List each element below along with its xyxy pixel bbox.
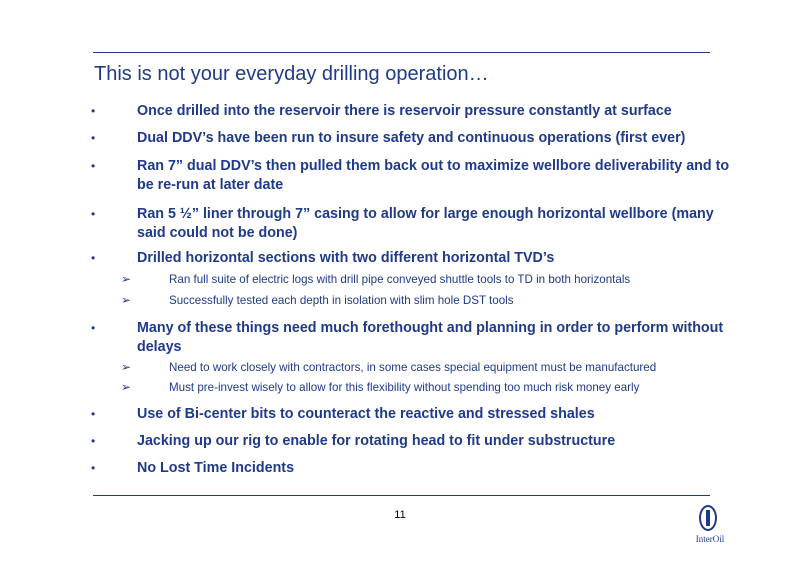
arrow-bullet-icon: ➢ (121, 272, 132, 286)
bullet-text: Dual DDV’s have been run to insure safety and continuous operations (first ever) (137, 130, 686, 146)
bullet-dot-icon: • (91, 321, 96, 335)
bullet-text: Drilled horizontal sections with two different horizontal TVD’s (137, 250, 555, 266)
bullet-text: Ran 7” dual DDV’s then pulled them back out to maximize wellbore deliverability and to be re-run at later date (137, 158, 730, 193)
bullet-dot-icon: • (91, 159, 96, 173)
logo-wordmark: InterOil (695, 534, 725, 544)
bullet-dot-icon: • (91, 434, 96, 448)
bullet-text: Use of Bi-center bits to counteract the reactive and stressed shales (137, 406, 595, 422)
bullet-dot-icon: • (91, 461, 96, 475)
bullet-dot-icon: • (91, 104, 96, 118)
slide-title: This is not your everyday drilling operation… (94, 63, 489, 85)
bullet-dot-icon: • (91, 131, 96, 145)
bullet-dot-icon: • (91, 407, 96, 421)
logo-bar-icon (706, 510, 710, 526)
bullet-dot-icon: • (91, 251, 96, 265)
sub-bullet-text: Must pre-invest wisely to allow for this flexibility without spending too much risk money early (169, 381, 640, 394)
bullet-text: Jacking up our rig to enable for rotating head to fit under substructure (137, 433, 616, 449)
sub-bullet-text: Ran full suite of electric logs with drill pipe conveyed shuttle tools to TD in both horizontals (169, 273, 631, 286)
arrow-bullet-icon: ➢ (121, 380, 132, 394)
bullet-text: Once drilled into the reservoir there is reservoir pressure constantly at surface (137, 103, 672, 119)
bottom-divider (93, 495, 710, 496)
sub-bullet-text: Need to work closely with contractors, in some cases special equipment must be manufactured (169, 361, 657, 374)
arrow-bullet-icon: ➢ (121, 293, 132, 307)
bullet-text: No Lost Time Incidents (137, 460, 295, 476)
arrow-bullet-icon: ➢ (121, 360, 132, 374)
bullet-text: Ran 5 ½” liner through 7” casing to allow for large enough horizontal wellbore (many said could not be done) (137, 206, 714, 241)
company-logo (690, 505, 730, 549)
top-divider (93, 52, 710, 53)
sub-bullet-text: Successfully tested each depth in isolation with slim hole DST tools (169, 294, 514, 307)
bullet-text: Many of these things need much forethought and planning in order to perform without delays (137, 320, 724, 355)
page-number: 11 (394, 509, 406, 521)
bullet-dot-icon: • (91, 207, 96, 221)
